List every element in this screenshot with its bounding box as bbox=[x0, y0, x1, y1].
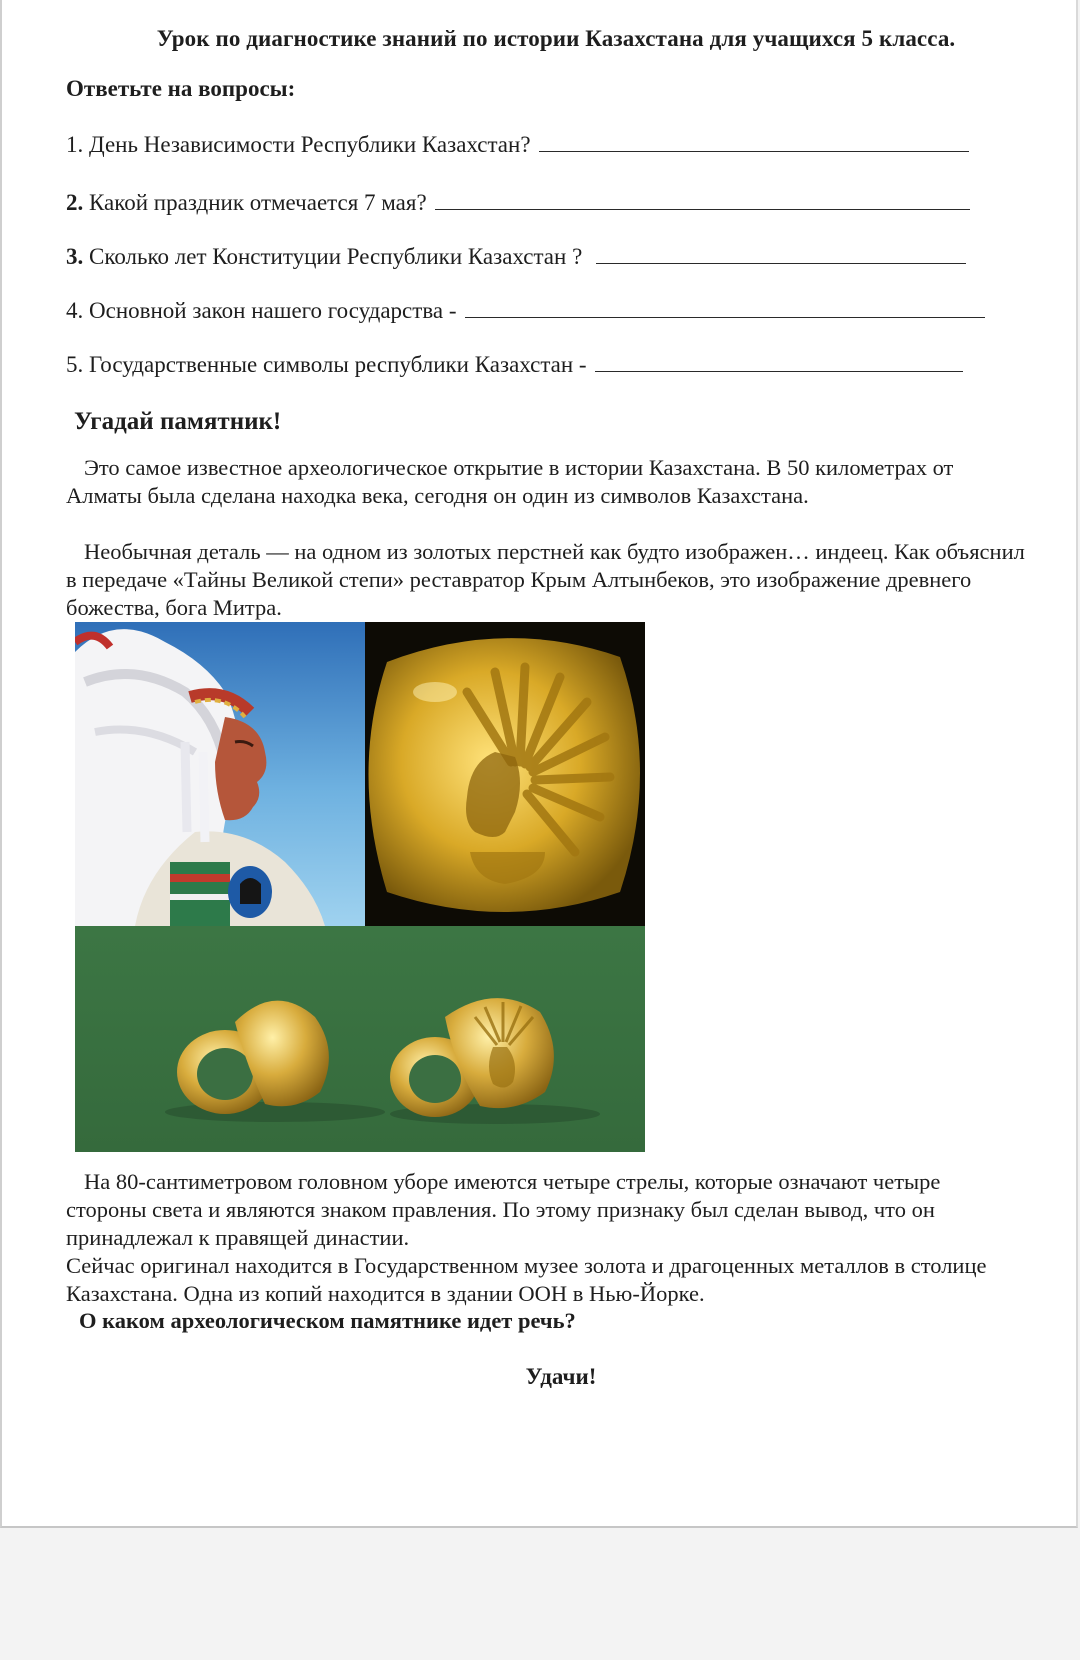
question-text: Основной закон нашего государства - bbox=[89, 298, 457, 323]
paragraph-headdress bbox=[66, 1168, 1026, 1252]
question-number: 5. bbox=[66, 352, 84, 377]
paragraph-detail bbox=[66, 538, 1026, 622]
question-number: 2. bbox=[66, 190, 84, 215]
answer-line[interactable] bbox=[539, 133, 969, 152]
paragraph-intro bbox=[66, 454, 1026, 510]
answer-line[interactable] bbox=[595, 353, 963, 372]
paragraph-text: Это самое известное археологическое открытие в истории Казахстана. В 50 километрах от Алматы была сделана находка века, сегодня он один из символов Казахстана. bbox=[66, 455, 954, 508]
headdress-portrait-image bbox=[75, 622, 365, 926]
questions-heading: Ответьте на вопросы: bbox=[66, 76, 296, 101]
closing-text: Удачи! bbox=[525, 1364, 597, 1389]
paragraph-location bbox=[66, 1252, 1026, 1308]
gold-ring-seal-image bbox=[365, 622, 645, 926]
final-question: О каком археологическом памятнике идет речь? bbox=[79, 1308, 576, 1333]
question-5 bbox=[66, 352, 963, 378]
question-text: Государственные символы республики Казахстан - bbox=[89, 352, 587, 377]
guess-heading: Угадай памятник! bbox=[74, 408, 282, 435]
paragraph-text: Сейчас оригинал находится в Государственном музее золота и драгоценных металлов в столице Казахстана. Одна из копий находится в здании ООН в Нью-Йорке. bbox=[66, 1253, 987, 1306]
question-1 bbox=[66, 132, 969, 158]
question-text: Сколько лет Конституции Республики Казахстан ? bbox=[89, 244, 583, 269]
question-number: 3. bbox=[66, 244, 84, 269]
answer-line[interactable] bbox=[596, 245, 966, 264]
answer-line[interactable] bbox=[465, 299, 985, 318]
question-3 bbox=[66, 244, 966, 270]
question-2 bbox=[66, 190, 970, 216]
question-text: День Независимости Республики Казахстан? bbox=[89, 132, 531, 157]
gold-rings-image bbox=[75, 926, 645, 1152]
question-4 bbox=[66, 298, 985, 324]
question-number: 1. bbox=[66, 132, 84, 157]
artifact-photo-collage bbox=[75, 622, 645, 1152]
paragraph-text: На 80-сантиметровом головном уборе имеются четыре стрелы, которые означают четыре стороны света и являются знаком правления. По этому признаку был сделан вывод, что он принадлежал к правящей династии. bbox=[66, 1169, 941, 1250]
answer-line[interactable] bbox=[435, 191, 970, 210]
question-text: Какой праздник отмечается 7 мая? bbox=[89, 190, 427, 215]
paragraph-text: Необычная деталь — на одном из золотых перстней как будто изображен… индеец. Как объяснил в передаче «Тайны Великой степи» реставратор Крым Алтынбеков, это изображение древнего божества, бога Митра. bbox=[66, 539, 1025, 620]
question-number: 4. bbox=[66, 298, 84, 323]
document-title: Урок по диагностике знаний по истории Казахстана для учащихся 5 класса. bbox=[156, 26, 956, 51]
